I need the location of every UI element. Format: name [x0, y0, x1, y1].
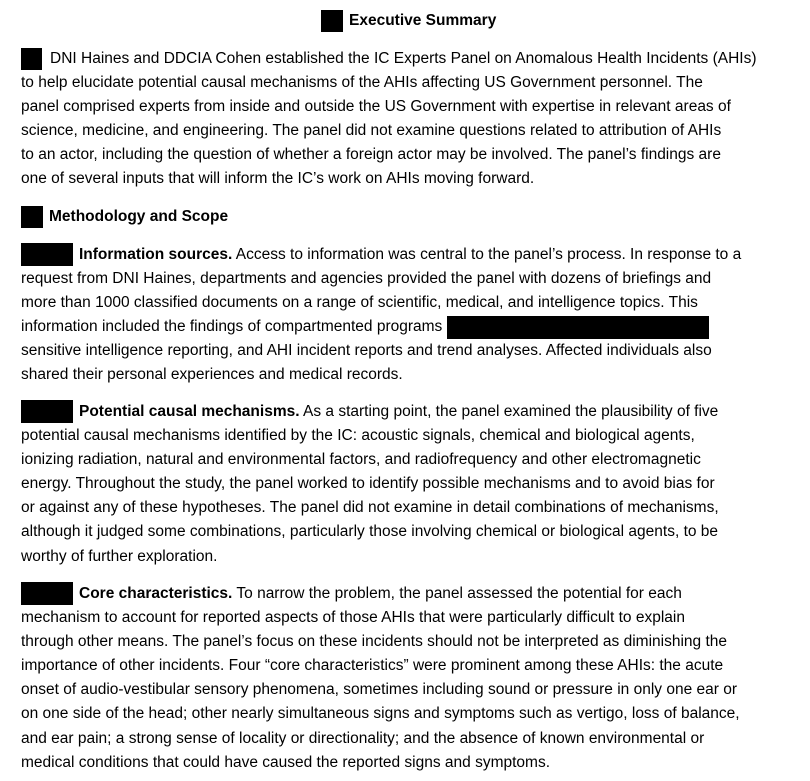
text-line: onset of audio-vestibular sensory phenomena, sometimes including sound or pressure in only one ear or — [21, 681, 737, 699]
executive-summary-heading — [321, 10, 496, 32]
causal-mechanisms-paragraph — [21, 400, 807, 569]
text-line: Potential causal mechanisms. As a starting point, the panel examined the plausibility of five — [21, 400, 807, 424]
methodology-heading — [21, 206, 228, 228]
text-line: to an actor, including the question of whether a foreign actor may be involved. The panel’s findings are — [21, 146, 721, 164]
text-line: although it judged some combinations, particularly those involving chemical or biological agents, to be — [21, 523, 719, 541]
text-line: medical conditions that could have caused the reported signs and symptoms. — [21, 753, 551, 771]
methodology-title: Methodology and Scope — [49, 208, 229, 225]
text-line: panel comprised experts from inside and outside the US Government with expertise in relevant areas of — [21, 98, 731, 116]
text-line: worthy of further exploration. — [21, 547, 218, 565]
text-line: shared their personal experiences and medical records. — [21, 366, 403, 384]
redaction-block — [321, 10, 343, 32]
text-line: mechanism to account for reported aspects of those AHIs that were particularly difficult to explain — [21, 609, 685, 627]
text-line: ionizing radiation, natural and environmental factors, and radiofrequency and other electromagnetic — [21, 451, 701, 469]
redaction-block — [447, 316, 709, 339]
redaction-block — [21, 206, 43, 228]
text-line: potential causal mechanisms identified by the IC: acoustic signals, chemical and biological agents, — [21, 427, 695, 445]
text-line: science, medicine, and engineering. The panel did not examine questions related to attribution of AHIs — [21, 122, 722, 140]
core-characteristics-paragraph — [21, 582, 807, 775]
text-line: request from DNI Haines, departments and agencies provided the panel with dozens of briefings and — [21, 270, 712, 288]
text-line: more than 1000 classified documents on a range of scientific, medical, and intelligence topics. This — [21, 294, 698, 312]
redaction-block — [21, 48, 42, 70]
text-line: importance of other incidents. Four “core characteristics” were prominent among these AHIs: the acute — [21, 657, 724, 675]
text-line: information included the findings of compartmented programs — [21, 315, 807, 339]
executive-summary-title: Executive Summary — [349, 12, 497, 29]
redaction-block — [21, 582, 73, 605]
text-line: through other means. The panel’s focus on these incidents should not be interpreted as diminishing the — [21, 633, 727, 651]
text-line: energy. Throughout the study, the panel worked to identify possible mechanisms and to avoid bias for — [21, 475, 715, 493]
text-line: sensitive intelligence reporting, and AHI incident reports and trend analyses. Affected individuals also — [21, 342, 712, 360]
redaction-block — [21, 400, 73, 423]
redaction-block — [21, 243, 73, 266]
text-line: Core characteristics. To narrow the problem, the panel assessed the potential for each — [21, 582, 807, 606]
text-line: to help elucidate potential causal mechanisms of the AHIs affecting US Government personnel. The — [21, 74, 703, 92]
text-line: or against any of these hypotheses. The panel did not examine in detail combinations of mechanisms, — [21, 499, 719, 517]
text-line: on one side of the head; other nearly simultaneous signs and symptoms such as vertigo, loss of balance, — [21, 705, 740, 723]
intro-paragraph — [21, 47, 807, 192]
information-sources-paragraph — [21, 243, 807, 388]
text-line: one of several inputs that will inform the IC’s work on AHIs moving forward. — [21, 170, 535, 188]
text-line: and ear pain; a strong sense of locality or directionality; and the absence of known environmental or — [21, 729, 705, 747]
text-line: DNI Haines and DDCIA Cohen established the IC Experts Panel on Anomalous Health Incidents (AHIs) — [21, 47, 807, 71]
text-line: Information sources. Access to information was central to the panel’s process. In response to a — [21, 243, 807, 267]
